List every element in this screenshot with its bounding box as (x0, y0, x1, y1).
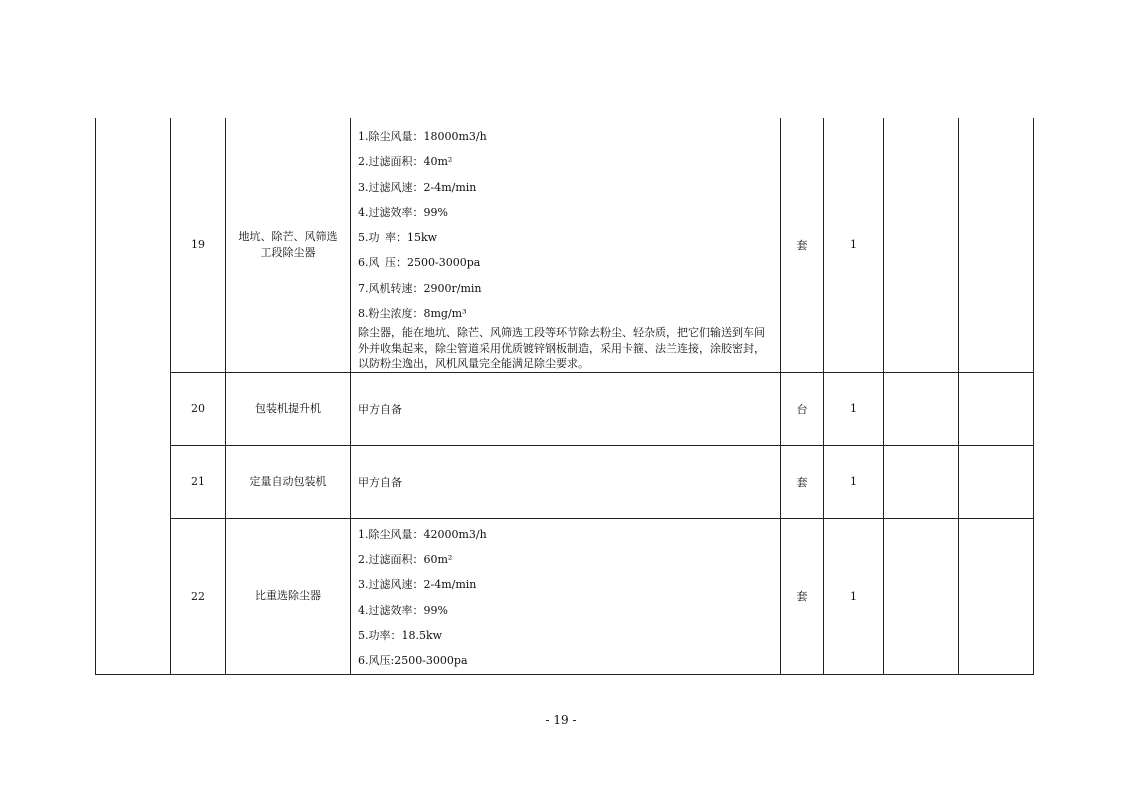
equipment-table (95, 118, 1034, 675)
spec-cell (351, 118, 781, 372)
spec-line: 1.除尘风量：42000m3/h (358, 527, 487, 541)
spec-line (358, 225, 772, 250)
spec-cell: 甲方自备 (351, 372, 781, 445)
spec-value: 率：15kw (385, 231, 438, 245)
quantity-cell: 1 (824, 445, 884, 518)
spec-line: 4.过滤效率：99% (358, 205, 448, 219)
spec-label: 6.风 (358, 256, 380, 270)
row-index: 20 (171, 372, 226, 445)
table-row (96, 118, 1034, 372)
spec-line: 6.风压:2500-3000pa (358, 654, 468, 668)
unit-cell: 套 (781, 445, 824, 518)
equipment-name-line: 地坑、除芒、风筛选 (238, 229, 338, 243)
table-row (96, 372, 1034, 445)
spec-line: 2.过滤面积：40m² (358, 155, 453, 169)
row-index: 22 (171, 518, 226, 674)
blank-cell (884, 372, 959, 445)
equipment-name: 比重选除尘器 (226, 518, 351, 674)
blank-cell (959, 445, 1034, 518)
page-number: - 19 - (545, 713, 577, 727)
blank-cell (959, 372, 1034, 445)
spec-value: 压：2500-3000pa (385, 256, 481, 270)
unit-cell: 套 (781, 518, 824, 674)
quantity-cell: 1 (824, 118, 884, 372)
spec-line: 8.粉尘浓度：8mg/m³ (358, 307, 467, 321)
spec-description: 除尘器，能在地坑、除芒、风筛选工段等环节除去粉尘、轻杂质，把它们输送到车间外并收集起来，除尘管道采用优质镀锌钢板制造，采用卡箍、法兰连接，涂胶密封，以防粉尘逸出，风机风量完全能满足除尘要求。 (358, 326, 765, 371)
blank-cell (884, 118, 959, 372)
blank-cell (884, 518, 959, 674)
spec-line: 4.过滤效率：99% (358, 603, 448, 617)
spec-line (358, 250, 772, 275)
spec-cell: 甲方自备 (351, 445, 781, 518)
spec-line: 3.过滤风速：2-4m/min (358, 180, 477, 194)
row-index: 19 (171, 118, 226, 372)
equipment-name: 定量自动包装机 (226, 445, 351, 518)
unit-cell: 台 (781, 372, 824, 445)
blank-cell (959, 518, 1034, 674)
quantity-cell: 1 (824, 372, 884, 445)
spec-line: 7.风机转速：2900r/min (358, 281, 482, 295)
spec-label: 5.功 (358, 231, 380, 245)
unit-cell: 套 (781, 118, 824, 372)
equipment-name: 包装机提升机 (226, 372, 351, 445)
table-row (96, 518, 1034, 674)
quantity-cell: 1 (824, 518, 884, 674)
equipment-name (226, 118, 351, 372)
spec-line: 2.过滤面积：60m² (358, 553, 453, 567)
category-cell (96, 118, 171, 674)
equipment-name-line: 工段除尘器 (260, 245, 316, 259)
blank-cell (884, 445, 959, 518)
spec-line: 5.功率：18.5kw (358, 629, 443, 643)
spec-line: 1.除尘风量：18000m3/h (358, 130, 487, 143)
row-index: 21 (171, 445, 226, 518)
spec-cell (351, 518, 781, 674)
blank-cell (959, 118, 1034, 372)
table-row (96, 445, 1034, 518)
spec-line: 3.过滤风速：2-4m/min (358, 578, 477, 592)
